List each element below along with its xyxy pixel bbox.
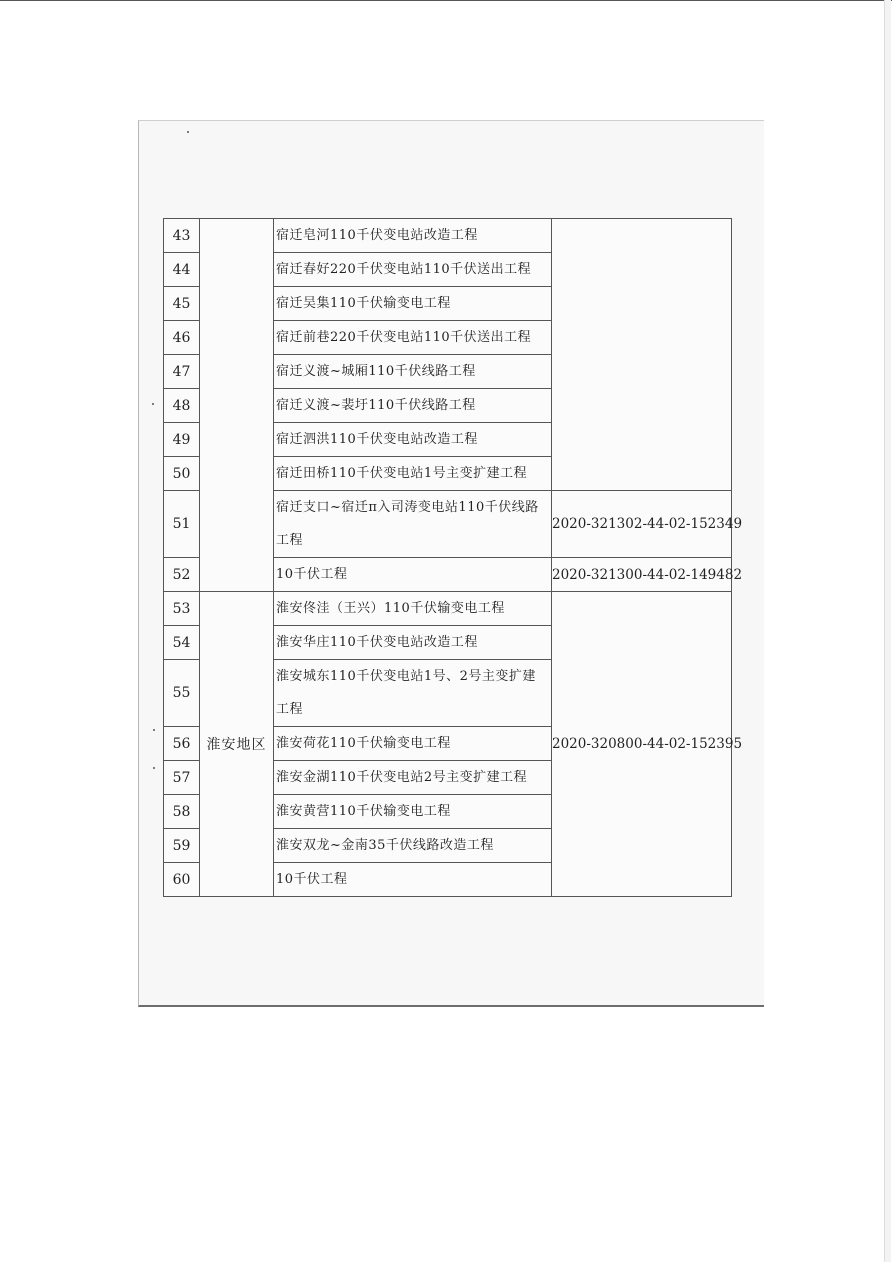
- project-table: [163, 218, 743, 897]
- project-code: 2020-321302-44-02-152349: [552, 491, 732, 558]
- row-number: 47: [164, 355, 200, 389]
- row-number: 51: [164, 491, 200, 558]
- project-name: 宿迁田桥110千伏变电站1号主变扩建工程: [274, 457, 552, 491]
- row-number: 55: [164, 660, 200, 727]
- row-number: 50: [164, 457, 200, 491]
- project-name: 淮安荷花110千伏输变电工程: [274, 727, 552, 761]
- project-name: 宿迁义渡~裴圩110千伏线路工程: [274, 389, 552, 423]
- project-name: 宿迁吴集110千伏输变电工程: [274, 287, 552, 321]
- project-name: 10千伏工程: [274, 558, 552, 592]
- table-row: [164, 592, 732, 626]
- code-cell-empty: [552, 219, 732, 491]
- row-number: 43: [164, 219, 200, 253]
- row-number: 56: [164, 727, 200, 761]
- project-name: 宿迁泗洪110千伏变电站改造工程: [274, 423, 552, 457]
- project-code: 2020-320800-44-02-152395: [552, 592, 732, 897]
- row-number: 59: [164, 829, 200, 863]
- table-row: [164, 219, 732, 253]
- project-name: 宿迁春好220千伏变电站110千伏送出工程: [274, 253, 552, 287]
- row-number: 53: [164, 592, 200, 626]
- scan-speck: [152, 403, 154, 405]
- scan-speck: [153, 767, 155, 769]
- row-number: 52: [164, 558, 200, 592]
- project-name: 宿迁前巷220千伏变电站110千伏送出工程: [274, 321, 552, 355]
- row-number: 60: [164, 863, 200, 897]
- row-number: 54: [164, 626, 200, 660]
- scan-speck: [153, 729, 155, 731]
- project-name: 淮安城东110千伏变电站1号、2号主变扩建工程: [274, 660, 552, 727]
- project-name: 淮安华庄110千伏变电站改造工程: [274, 626, 552, 660]
- scan-speck: [187, 131, 189, 133]
- project-code: 2020-321300-44-02-149482: [552, 558, 732, 592]
- row-number: 45: [164, 287, 200, 321]
- row-number: 57: [164, 761, 200, 795]
- page-top-rule: [0, 0, 892, 1]
- project-name: 淮安金湖110千伏变电站2号主变扩建工程: [274, 761, 552, 795]
- project-name: 淮安佟洼（王兴）110千伏输变电工程: [274, 592, 552, 626]
- project-name: 淮安双龙~金南35千伏线路改造工程: [274, 829, 552, 863]
- row-number: 46: [164, 321, 200, 355]
- project-name: 宿迁支口~宿迁π入司涛变电站110千伏线路工程: [274, 491, 552, 558]
- region-cell-huaian: 淮安地区: [200, 592, 274, 897]
- row-number: 58: [164, 795, 200, 829]
- project-name: 宿迁义渡~城厢110千伏线路工程: [274, 355, 552, 389]
- region-cell-suqian: [200, 219, 274, 592]
- project-name: 淮安黄营110千伏输变电工程: [274, 795, 552, 829]
- row-number: 48: [164, 389, 200, 423]
- project-name: 宿迁皂河110千伏变电站改造工程: [274, 219, 552, 253]
- row-number: 49: [164, 423, 200, 457]
- project-name: 10千伏工程: [274, 863, 552, 897]
- row-number: 44: [164, 253, 200, 287]
- page-right-edge: [884, 0, 891, 1262]
